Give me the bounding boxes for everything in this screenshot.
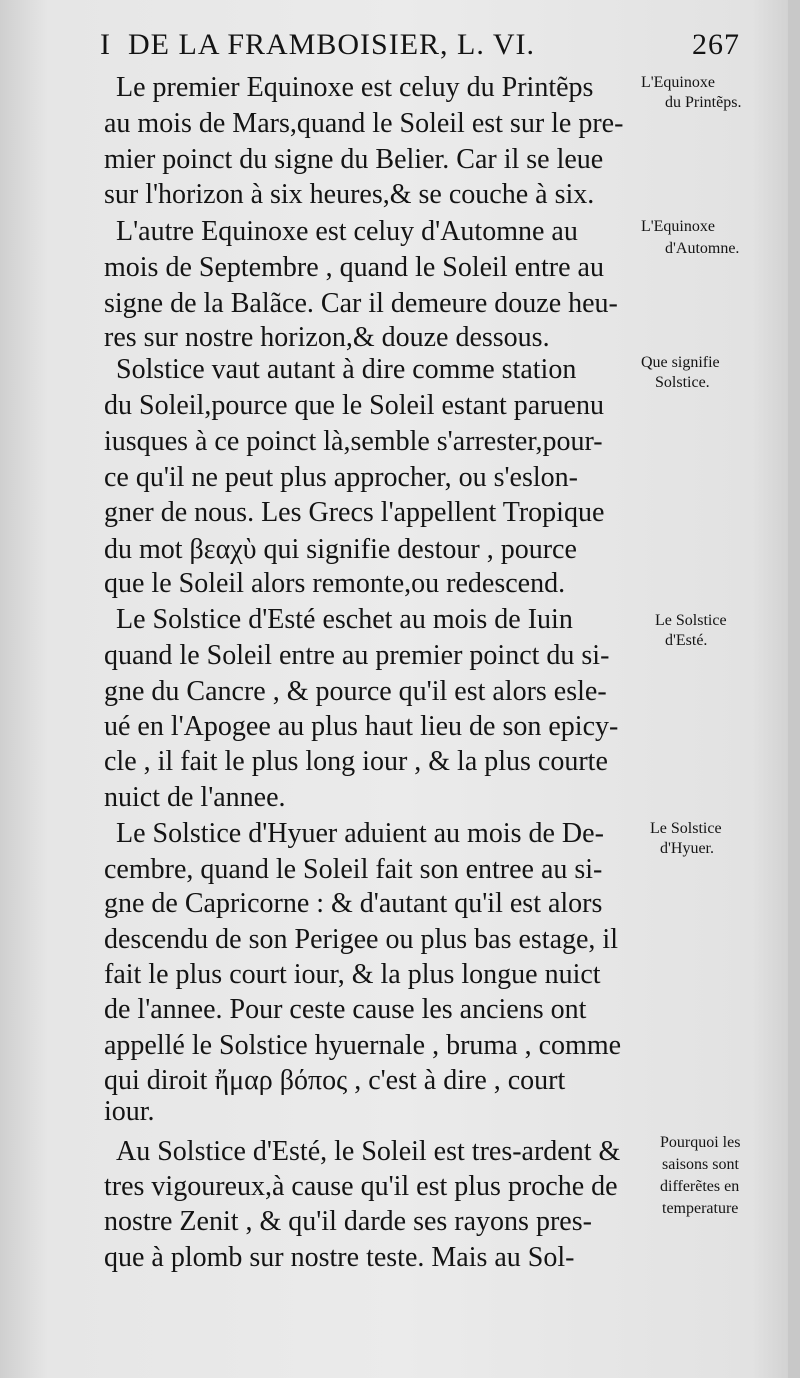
text-line: nuict de l'annee. xyxy=(104,782,286,813)
page-number: 267 xyxy=(692,28,740,61)
text-line: cembre, quand le Soleil fait son entree au si- xyxy=(104,854,603,885)
text-line: au mois de Mars,quand le Soleil est sur le pre- xyxy=(104,108,624,139)
running-title: DE LA FRAMBOISIER, L. VI. xyxy=(128,28,535,61)
margin-note: L'Equinoxe xyxy=(641,218,715,235)
margin-note: L'Equinoxe xyxy=(641,74,715,91)
margin-note: temperature xyxy=(662,1200,739,1217)
text-line: L'autre Equinoxe est celuy d'Automne au xyxy=(116,216,578,247)
text-line: du Soleil,pource que le Soleil estant paruenu xyxy=(104,390,604,421)
margin-note: Solstice. xyxy=(655,374,710,391)
text-line: quand le Soleil entre au premier poinct du si- xyxy=(104,640,610,671)
text-line: res sur nostre horizon,& douze dessous. xyxy=(104,322,550,353)
text-line: appellé le Solstice hyuernale , bruma , comme xyxy=(104,1030,622,1061)
text-line: sur l'horizon à six heures,& se couche à six. xyxy=(104,179,595,210)
text-line: du mot βεαχὺ qui signifie destour , pource xyxy=(104,534,577,565)
folio-mark: I xyxy=(100,28,111,61)
text-line: gne de Capricorne : & d'autant qu'il est alors xyxy=(104,888,603,919)
margin-note: Que signifie xyxy=(641,354,720,371)
margin-note: Le Solstice xyxy=(655,612,727,629)
text-line: ué en l'Apogee au plus haut lieu de son epicy- xyxy=(104,711,619,742)
text-line: Le Solstice d'Esté eschet au mois de Iuin xyxy=(116,604,573,635)
text-line: signe de la Balãce. Car il demeure douze heu- xyxy=(104,288,618,319)
text-line: gne du Cancre , & pource qu'il est alors esle- xyxy=(104,676,607,707)
margin-note: saisons sont xyxy=(662,1156,739,1173)
text-line: Le Solstice d'Hyuer aduient au mois de De- xyxy=(116,818,604,849)
text-line: qui diroit ἤμαρ βόπος , c'est à dire , court xyxy=(104,1065,566,1096)
text-line: que le Soleil alors remonte,ou redescend. xyxy=(104,568,566,599)
text-line: iusques à ce poinct là,semble s'arrester,pour- xyxy=(104,426,603,457)
margin-note: d'Hyuer. xyxy=(660,840,714,857)
margin-note: d'Esté. xyxy=(665,632,708,649)
margin-note: du Printẽps. xyxy=(665,94,742,111)
margin-note: Pourquoi les xyxy=(660,1134,741,1151)
text-line: gner de nous. Les Grecs l'appellent Tropique xyxy=(104,497,605,528)
text-line: fait le plus court iour, & la plus longue nuict xyxy=(104,959,601,990)
text-line: mois de Septembre , quand le Soleil entre au xyxy=(104,252,604,283)
text-line: nostre Zenit , & qu'il darde ses rayons pres- xyxy=(104,1206,592,1237)
text-line: descendu de son Perigee ou plus bas estage, il xyxy=(104,924,618,955)
text-line: iour. xyxy=(104,1096,155,1127)
text-line: Le premier Equinoxe est celuy du Printẽps xyxy=(116,72,594,103)
margin-note: Le Solstice xyxy=(650,820,722,837)
text-line: cle , il fait le plus long iour , & la plus courte xyxy=(104,746,608,777)
text-line: que à plomb sur nostre teste. Mais au Sol- xyxy=(104,1242,575,1273)
text-line: mier poinct du signe du Belier. Car il se leue xyxy=(104,144,604,175)
text-line: de l'annee. Pour ceste cause les anciens ont xyxy=(104,994,587,1025)
margin-note: differẽtes en xyxy=(660,1178,740,1195)
margin-note: d'Automne. xyxy=(665,240,740,257)
text-line: Au Solstice d'Esté, le Soleil est tres-ardent & xyxy=(116,1136,621,1167)
text-line: ce qu'il ne peut plus approcher, ou s'eslon- xyxy=(104,462,578,493)
text-line: Solstice vaut autant à dire comme station xyxy=(116,354,577,385)
text-line: tres vigoureux,à cause qu'il est plus proche de xyxy=(104,1171,618,1202)
